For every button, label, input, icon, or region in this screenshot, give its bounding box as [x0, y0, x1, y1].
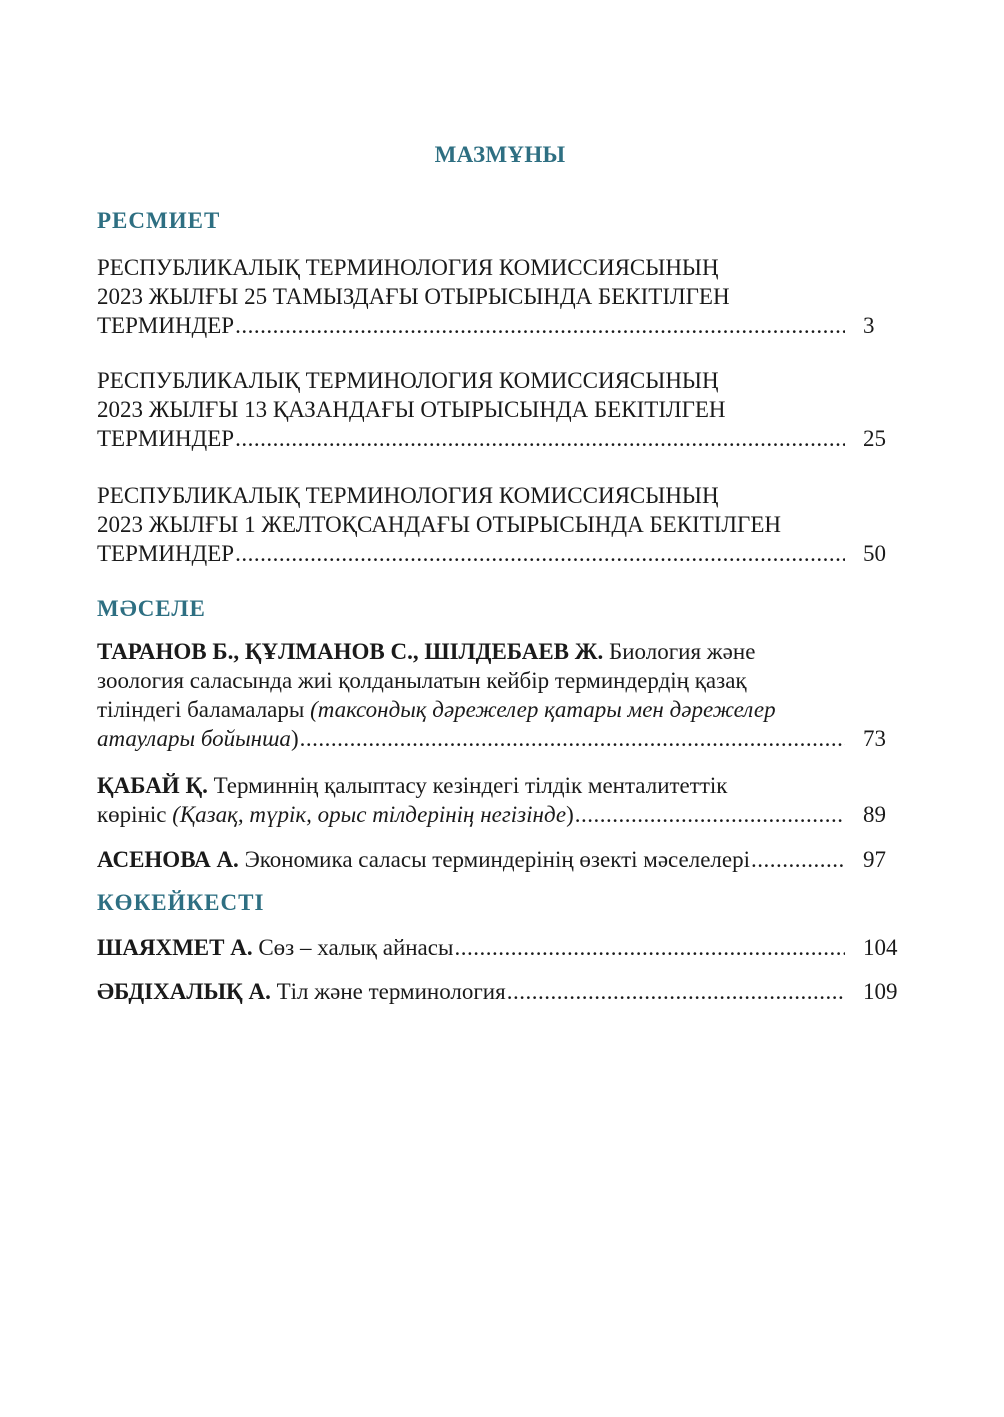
page-number: 104 [863, 935, 898, 960]
page-number: 50 [863, 541, 886, 566]
toc-entry[interactable] [97, 771, 903, 829]
toc-entry[interactable] [97, 253, 903, 340]
entry-author: ӘБДІХАЛЫҚ А. [97, 979, 271, 1004]
entry-title-line: зоология саласында жиі қолданылатын кейбір терминдердің қазақ [97, 668, 747, 693]
entry-title: Биология және [609, 639, 756, 664]
page-number: 109 [863, 979, 898, 1004]
entry-title: Сөз – халық айнасы [258, 935, 454, 960]
section-heading-masele: МӘСЕЛЕ [97, 596, 206, 621]
entry-title: көрініс [97, 802, 167, 827]
entry-author: АСЕНОВА А. [97, 847, 239, 872]
entry-author: ҚАБАЙ Қ. [97, 773, 208, 798]
entry-title-line: РЕСПУБЛИКАЛЫҚ ТЕРМИНОЛОГИЯ КОМИССИЯСЫНЫҢ [97, 483, 719, 508]
section-heading-resmiet: РЕСМИЕТ [97, 208, 221, 233]
toc-entry[interactable] [97, 366, 903, 453]
entry-title: Терминнің қалыптасу кезіндегі тілдік менталитеттік [213, 773, 728, 798]
entry-title-line: ТЕРМИНДЕР [97, 426, 235, 451]
entry-title-line: РЕСПУБЛИКАЛЫҚ ТЕРМИНОЛОГИЯ КОМИССИЯСЫНЫҢ [97, 255, 719, 280]
entry-title: тіліндегі баламалары [97, 697, 305, 722]
page-title: МАЗМҰНЫ [434, 142, 566, 167]
entry-title-line: 2023 ЖЫЛҒЫ 13 ҚАЗАНДАҒЫ ОТЫРЫСЫНДА БЕКІТІЛГЕН [97, 397, 726, 422]
toc-entry[interactable] [97, 977, 903, 1006]
leader-dots [454, 933, 845, 962]
leader-dots [235, 424, 845, 453]
toc-entry[interactable] [97, 481, 903, 568]
entry-subtitle: (таксондық дәрежелер қатары мен дәрежелер [310, 697, 776, 722]
closing-paren: ) [566, 802, 574, 827]
closing-paren: ) [290, 726, 299, 751]
toc-entry[interactable] [97, 637, 903, 753]
entry-title-line: 2023 ЖЫЛҒЫ 25 ТАМЫЗДАҒЫ ОТЫРЫСЫНДА БЕКІТІЛГЕН [97, 284, 730, 309]
page-number: 97 [863, 847, 886, 872]
entry-author: ТАРАНОВ Б., ҚҰЛМАНОВ С., ШІЛДЕБАЕВ Ж. [97, 639, 604, 664]
toc-entry[interactable] [97, 845, 903, 874]
entry-title-line: ТЕРМИНДЕР [97, 541, 235, 566]
entry-title: Экономика саласы терминдерінің өзекті мәселелері [244, 847, 750, 872]
entry-author: ШАЯХМЕТ А. [97, 935, 253, 960]
leader-dots [507, 977, 845, 1006]
leader-dots [575, 800, 845, 829]
leader-dots [235, 311, 845, 340]
entry-title-line: 2023 ЖЫЛҒЫ 1 ЖЕЛТОҚСАНДАҒЫ ОТЫРЫСЫНДА БЕКІТІЛГЕН [97, 512, 781, 537]
page-number: 3 [863, 313, 875, 338]
entry-title: Тіл және терминология [276, 979, 506, 1004]
page-number: 25 [863, 426, 886, 451]
leader-dots [751, 845, 845, 874]
entry-subtitle: атаулары бойынша [97, 726, 291, 751]
entry-title-line: ТЕРМИНДЕР [97, 313, 235, 338]
page-number: 89 [863, 802, 886, 827]
leader-dots [300, 724, 845, 753]
toc-entry[interactable] [97, 933, 903, 962]
entry-title-line: РЕСПУБЛИКАЛЫҚ ТЕРМИНОЛОГИЯ КОМИССИЯСЫНЫҢ [97, 368, 719, 393]
section-heading-kokeikesti: КӨКЕЙКЕСТІ [97, 890, 265, 915]
page-number: 73 [863, 726, 886, 751]
entry-subtitle: (Қазақ, түрік, орыс тілдерінің негізінде [172, 802, 567, 827]
leader-dots [235, 539, 845, 568]
